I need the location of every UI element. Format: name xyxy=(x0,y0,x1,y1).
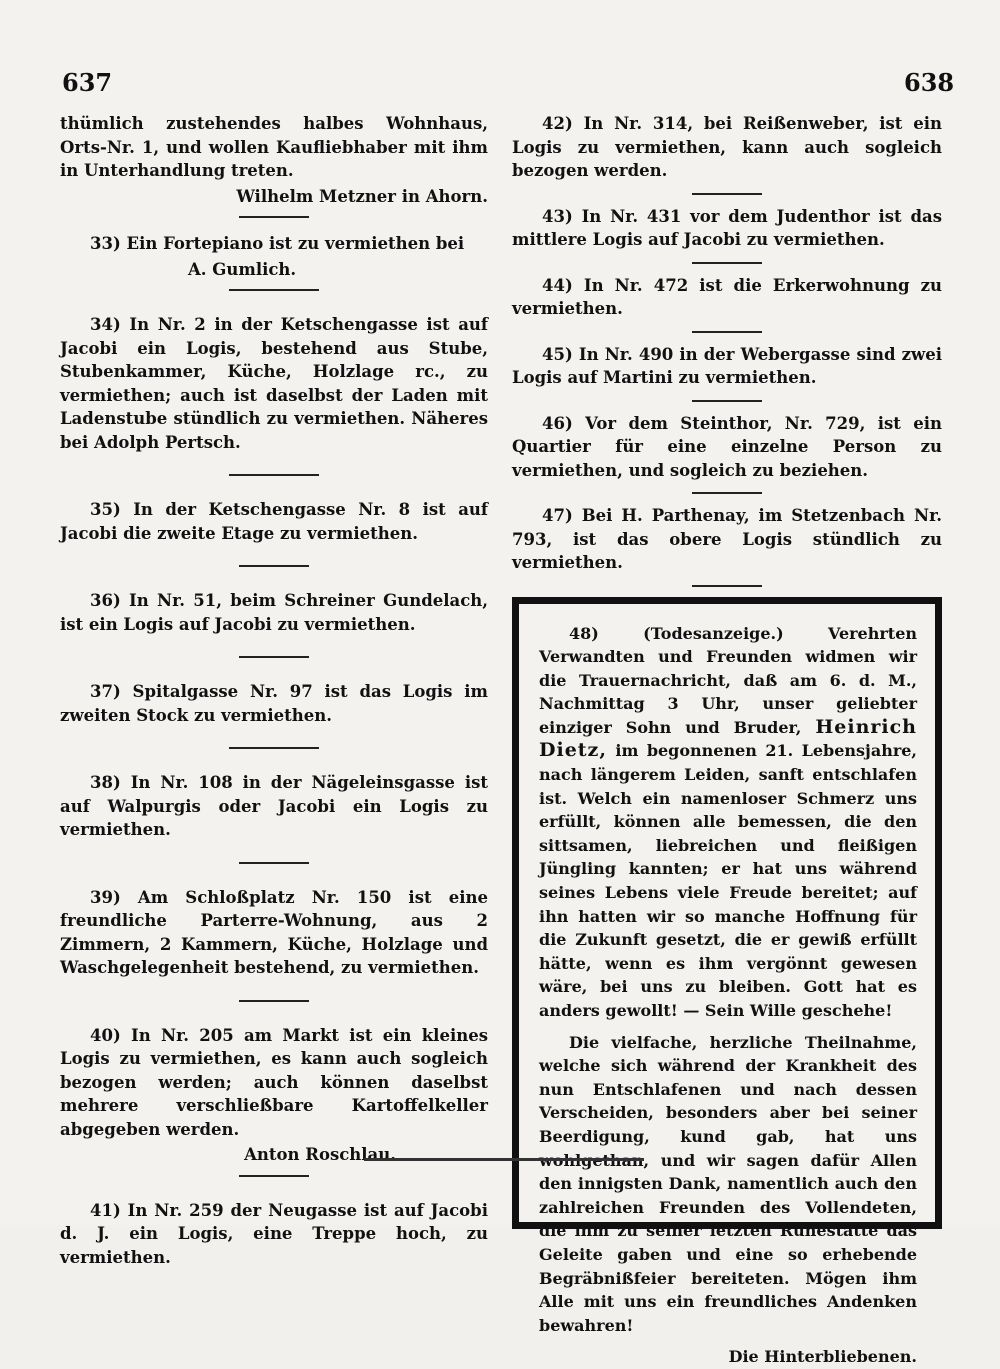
ad-43: 43) In Nr. 431 vor dem Judenthor ist das mittlere Logis auf Jacobi zu vermiethen. xyxy=(512,206,942,249)
page-number-left: 637 xyxy=(62,68,113,97)
divider xyxy=(229,747,319,749)
divider xyxy=(229,289,319,291)
ad-46: 46) Vor dem Steinthor, Nr. 729, ist ein Quartier für eine einzelne Person zu vermiethen, und sogleich zu beziehen. xyxy=(512,413,942,480)
ad-38: 38) In Nr. 108 in der Nägeleinsgasse ist auf Walpurgis oder Jacobi ein Logis zu vermiethen. xyxy=(60,773,488,839)
divider xyxy=(239,216,309,218)
ad-33-signature: A. Gumlich. xyxy=(188,259,297,279)
divider xyxy=(692,331,762,333)
death-notice-signature: Die Hinterbliebenen. xyxy=(728,1347,917,1367)
divider xyxy=(229,474,319,476)
divider xyxy=(239,565,309,567)
page-number-right: 638 xyxy=(904,68,955,97)
ad-47: 47) Bei H. Parthenay, im Stetzenbach Nr. 793, ist das obere Logis stündlich zu vermiethen. xyxy=(512,506,942,572)
ad-36: 36) In Nr. 51, beim Schreiner Gundelach, ist ein Logis auf Jacobi zu vermiethen. xyxy=(60,591,488,634)
death-notice-text-end: im begonnenen 21. Lebensjahre, nach längerem Leiden, sanft entschlafen ist. Welch ein namenloser Schmerz uns erfüllt, können alle bemessen, die den sittsamen, liebreichen und fleißigen Jüngling kannten; er hat uns während seines Lebens viele Freude bereitet; auf ihn hatten wir so manche Hoffnung für die Zukunft gesetzt, die er gewiß erfüllt hätte, wenn es ihm vergönnt gewesen wäre, bei uns zu bleiben. Gott hat es anders gewollt! — Sein Wille geschehe! xyxy=(539,741,917,1020)
ad-44: 44) In Nr. 472 ist die Erkerwohnung zu vermiethen. xyxy=(512,275,942,318)
ad-40: 40) In Nr. 205 am Markt ist ein kleines Logis zu vermiethen, es kann auch sogleich bezogen werden; auch können daselbst mehrere verschließbare Kartoffelkeller abgegeben werden. xyxy=(60,1025,488,1139)
divider xyxy=(239,1175,309,1177)
divider xyxy=(239,862,309,864)
ad-35: 35) In der Ketschengasse Nr. 8 ist auf Jacobi die zweite Etage zu vermiethen. xyxy=(60,500,488,543)
ad-41: 41) In Nr. 259 der Neugasse ist auf Jacobi d. J. ein Logis, eine Treppe hoch, zu vermiethen. xyxy=(60,1200,488,1267)
bottom-rule xyxy=(364,1158,644,1161)
intro-signature: Wilhelm Metzner in Ahorn. xyxy=(236,186,488,206)
divider xyxy=(239,1000,309,1002)
intro-paragraph: thümlich zustehendes halbes Wohnhaus, Orts-Nr. 1, und wollen Kaufliebhaber mit ihm in Unterhandlung treten. xyxy=(60,114,488,180)
ad-45: 45) In Nr. 490 in der Webergasse sind zwei Logis auf Martini zu vermiethen. xyxy=(512,344,942,387)
death-notice-box xyxy=(512,597,942,1367)
divider xyxy=(239,656,309,658)
ad-33: 33) Ein Fortepiano ist zu vermiethen bei xyxy=(90,234,465,253)
divider xyxy=(692,262,762,264)
ad-37: 37) Spitalgasse Nr. 97 ist das Logis im zweiten Stock zu vermiethen. xyxy=(60,682,488,725)
left-column xyxy=(60,112,488,1289)
death-notice-text-start: 48) (Todesanzeige.) Verehrten Verwandten und Freunden widmen wir die Trauernachricht, daß am 6. d. M., Nachmittag 3 Uhr, unser geliebter einziger Sohn und Bruder, xyxy=(539,623,917,737)
right-column xyxy=(512,112,942,1367)
death-notice-paragraph-2: Die vielfache, herzliche Theilnahme, welche sich während der Krankheit des nun Entschlafenen und nach dessen Verscheiden, besonders aber bei seiner Beerdigung, kund gab, hat uns wohlgethan, und wir sagen dafür Allen den innigsten Dank, namentlich auch den zahlreichen Freunden des Vollendeten, die ihm zu seiner letzten Ruhestätte das Geleite gaben und eine so erhebende Begräbnißfeier bereiteten. Mögen ihm Alle mit uns ein freundliches Andenken bewahren! xyxy=(539,1032,917,1335)
divider xyxy=(692,585,762,587)
ad-34: 34) In Nr. 2 in der Ketschengasse ist auf Jacobi ein Logis, bestehend aus Stube, Stubenkammer, Küche, Holzlage rc., zu vermiethen; auch ist daselbst der Laden mit Ladenstube stündlich zu vermiethen. Näheres bei Adolph Pertsch. xyxy=(60,315,488,452)
divider xyxy=(692,400,762,402)
deceased-name: Heinrich Dietz, xyxy=(539,715,917,762)
ad-39: 39) Am Schloßplatz Nr. 150 ist eine freundliche Parterre-Wohnung, aus 2 Zimmern, 2 Kammern, Küche, Holzlage und Waschgelegenheit bestehend, zu vermiethen. xyxy=(60,887,488,977)
divider xyxy=(692,492,762,494)
ad-42: 42) In Nr. 314, bei Reißenweber, ist ein Logis zu vermiethen, kann auch sogleich bezogen werden. xyxy=(512,114,942,180)
ad-40-signature: Anton Roschlau. xyxy=(244,1145,396,1164)
death-notice-paragraph-1 xyxy=(539,622,917,1023)
divider xyxy=(692,193,762,195)
